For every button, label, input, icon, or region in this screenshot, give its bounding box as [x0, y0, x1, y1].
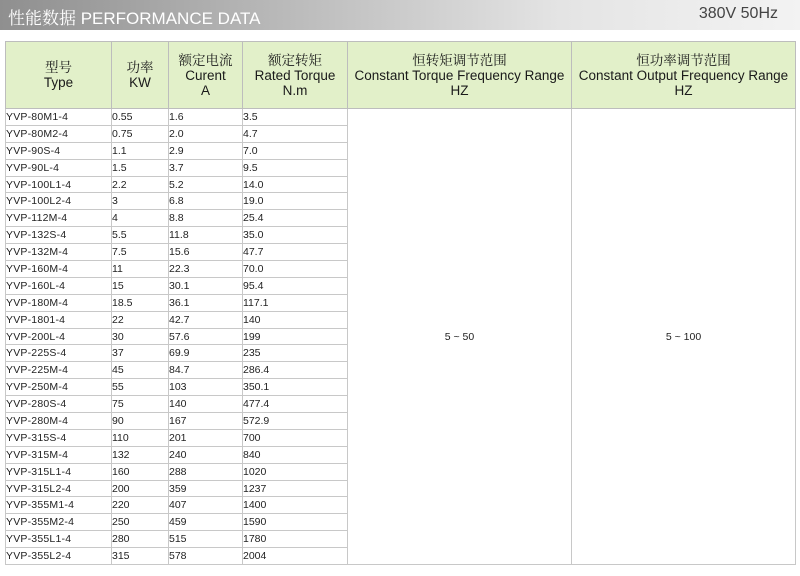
current-cell: 6.8 — [169, 193, 243, 210]
torque-cell: 95.4 — [243, 277, 348, 294]
current-cell: 240 — [169, 446, 243, 463]
torque-cell: 140 — [243, 311, 348, 328]
model-type-cell: YVP-100L1-4 — [6, 176, 112, 193]
torque-cell: 1780 — [243, 531, 348, 548]
performance-table — [5, 41, 796, 565]
power-cell: 250 — [112, 514, 169, 531]
column-header-line: N.m — [282, 82, 308, 98]
model-type-cell: YVP-315L2-4 — [6, 480, 112, 497]
model-type-cell: YVP-280S-4 — [6, 396, 112, 413]
power-cell: 160 — [112, 463, 169, 480]
power-cell: 315 — [112, 548, 169, 565]
column-header-line: HZ — [674, 82, 693, 98]
column-header-rated-torque — [243, 42, 348, 109]
model-type-cell: YVP-90L-4 — [6, 159, 112, 176]
current-cell: 459 — [169, 514, 243, 531]
power-cell: 200 — [112, 480, 169, 497]
torque-cell: 35.0 — [243, 227, 348, 244]
current-cell: 8.8 — [169, 210, 243, 227]
power-cell: 11 — [112, 261, 169, 278]
column-header-constant-output-range — [572, 42, 796, 109]
torque-cell: 19.0 — [243, 193, 348, 210]
current-cell: 22.3 — [169, 261, 243, 278]
model-type-cell: YVP-132S-4 — [6, 227, 112, 244]
column-header-line: HZ — [450, 82, 469, 98]
current-cell: 578 — [169, 548, 243, 565]
model-type-cell: YVP-1801-4 — [6, 311, 112, 328]
torque-cell: 1400 — [243, 497, 348, 514]
power-cell: 280 — [112, 531, 169, 548]
torque-cell: 1237 — [243, 480, 348, 497]
current-cell: 2.0 — [169, 125, 243, 142]
current-cell: 407 — [169, 497, 243, 514]
current-cell: 359 — [169, 480, 243, 497]
power-cell: 3 — [112, 193, 169, 210]
current-cell: 515 — [169, 531, 243, 548]
power-cell: 7.5 — [112, 244, 169, 261]
current-cell: 57.6 — [169, 328, 243, 345]
power-cell: 0.75 — [112, 125, 169, 142]
column-header-line: Type — [43, 75, 74, 90]
torque-cell: 7.0 — [243, 142, 348, 159]
torque-cell: 477.4 — [243, 396, 348, 413]
current-cell: 2.9 — [169, 142, 243, 159]
torque-cell: 9.5 — [243, 159, 348, 176]
column-header-line: 额定转矩 — [268, 52, 322, 68]
model-type-cell: YVP-355M2-4 — [6, 514, 112, 531]
column-header-constant-torque-range — [348, 42, 572, 109]
model-type-cell: YVP-280M-4 — [6, 413, 112, 430]
current-cell: 36.1 — [169, 294, 243, 311]
torque-cell: 700 — [243, 429, 348, 446]
torque-cell: 1590 — [243, 514, 348, 531]
power-cell: 2.2 — [112, 176, 169, 193]
power-cell: 22 — [112, 311, 169, 328]
power-cell: 1.5 — [112, 159, 169, 176]
torque-cell: 840 — [243, 446, 348, 463]
current-cell: 69.9 — [169, 345, 243, 362]
column-header-line: Rated Torque — [254, 67, 336, 83]
header-banner — [0, 0, 800, 30]
torque-cell: 2004 — [243, 548, 348, 565]
column-header-power-kw — [112, 42, 169, 109]
torque-cell: 47.7 — [243, 244, 348, 261]
model-type-cell: YVP-160M-4 — [6, 261, 112, 278]
model-type-cell: YVP-225M-4 — [6, 362, 112, 379]
torque-cell: 286.4 — [243, 362, 348, 379]
model-type-cell: YVP-180M-4 — [6, 294, 112, 311]
torque-cell: 14.0 — [243, 176, 348, 193]
power-cell: 0.55 — [112, 109, 169, 126]
model-type-cell: YVP-100L2-4 — [6, 193, 112, 210]
model-type-cell: YVP-132M-4 — [6, 244, 112, 261]
power-cell: 90 — [112, 413, 169, 430]
current-cell: 140 — [169, 396, 243, 413]
constant-torque-range-value: 5 ~ 50 — [348, 109, 572, 565]
current-cell: 30.1 — [169, 277, 243, 294]
column-header-line: Constant Torque Frequency Range — [354, 67, 565, 83]
column-header-line: 恒功率调节范围 — [636, 52, 731, 68]
model-type-cell: YVP-112M-4 — [6, 210, 112, 227]
torque-cell: 25.4 — [243, 210, 348, 227]
model-type-cell: YVP-90S-4 — [6, 142, 112, 159]
torque-cell: 199 — [243, 328, 348, 345]
torque-cell: 117.1 — [243, 294, 348, 311]
model-type-cell: YVP-80M1-4 — [6, 109, 112, 126]
current-cell: 103 — [169, 379, 243, 396]
power-cell: 4 — [112, 210, 169, 227]
model-type-cell: YVP-355L2-4 — [6, 548, 112, 565]
power-cell: 220 — [112, 497, 169, 514]
column-header-line: Constant Output Frequency Range — [578, 67, 789, 83]
column-header-line: 额定电流 — [178, 52, 233, 68]
model-type-cell: YVP-80M2-4 — [6, 125, 112, 142]
power-cell: 5.5 — [112, 227, 169, 244]
model-type-cell: YVP-200L-4 — [6, 328, 112, 345]
power-cell: 110 — [112, 429, 169, 446]
torque-cell: 70.0 — [243, 261, 348, 278]
model-type-cell: YVP-160L-4 — [6, 277, 112, 294]
current-cell: 15.6 — [169, 244, 243, 261]
current-cell: 84.7 — [169, 362, 243, 379]
power-cell: 55 — [112, 379, 169, 396]
current-cell: 167 — [169, 413, 243, 430]
model-type-cell: YVP-355M1-4 — [6, 497, 112, 514]
table-header-row — [6, 42, 796, 109]
model-type-cell: YVP-315L1-4 — [6, 463, 112, 480]
model-type-cell: YVP-225S-4 — [6, 345, 112, 362]
torque-cell: 350.1 — [243, 379, 348, 396]
power-cell: 75 — [112, 396, 169, 413]
current-cell: 288 — [169, 463, 243, 480]
current-cell: 11.8 — [169, 227, 243, 244]
table-row — [6, 109, 796, 126]
model-type-cell: YVP-355L1-4 — [6, 531, 112, 548]
power-cell: 30 — [112, 328, 169, 345]
current-cell: 201 — [169, 429, 243, 446]
torque-cell: 1020 — [243, 463, 348, 480]
column-header-line: 功率 — [126, 60, 154, 75]
column-header-line: Curent — [185, 67, 226, 83]
current-cell: 5.2 — [169, 176, 243, 193]
column-header-type — [6, 42, 112, 109]
power-cell: 37 — [112, 345, 169, 362]
power-cell: 18.5 — [112, 294, 169, 311]
model-type-cell: YVP-315S-4 — [6, 429, 112, 446]
column-header-line: KW — [129, 75, 151, 90]
torque-cell: 235 — [243, 345, 348, 362]
torque-cell: 572.9 — [243, 413, 348, 430]
current-cell: 3.7 — [169, 159, 243, 176]
constant-output-range-value: 5 ~ 100 — [572, 109, 796, 565]
column-header-line: A — [200, 82, 210, 98]
torque-cell: 4.7 — [243, 125, 348, 142]
column-header-line: 型号 — [45, 60, 72, 75]
current-cell: 1.6 — [169, 109, 243, 126]
model-type-cell: YVP-315M-4 — [6, 446, 112, 463]
power-cell: 1.1 — [112, 142, 169, 159]
power-cell: 132 — [112, 446, 169, 463]
column-header-line: 恒转矩调节范围 — [412, 52, 507, 68]
section-title: 性能数据 PERFORMANCE DATA — [8, 9, 261, 28]
model-type-cell: YVP-250M-4 — [6, 379, 112, 396]
current-cell: 42.7 — [169, 311, 243, 328]
power-cell: 45 — [112, 362, 169, 379]
voltage-frequency-spec: 380V 50Hz — [698, 5, 778, 22]
power-cell: 15 — [112, 277, 169, 294]
table-body — [6, 109, 796, 565]
column-header-rated-current — [169, 42, 243, 109]
torque-cell: 3.5 — [243, 109, 348, 126]
